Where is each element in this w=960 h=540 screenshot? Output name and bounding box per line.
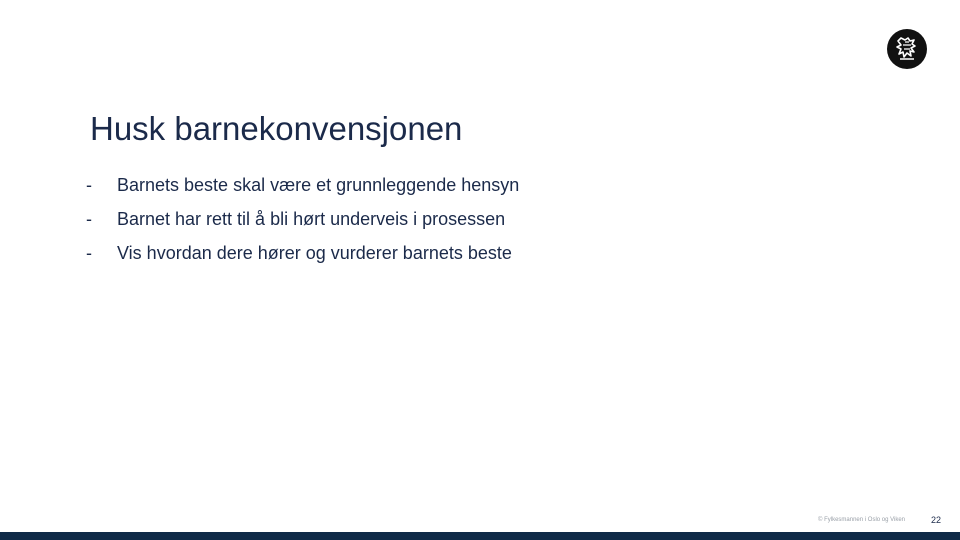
bullet-text: Barnets beste skal være et grunnleggende hensyn (117, 175, 520, 195)
bullet-text: Barnet har rett til å bli hørt underveis i prosessen (117, 209, 506, 229)
page-number: 22 (931, 515, 942, 525)
bullet-dash: - (86, 175, 92, 195)
bullet-dash: - (86, 243, 92, 263)
footer-copyright: © Fylkesmannen i Oslo og Viken (818, 517, 906, 523)
bullet-item (86, 209, 519, 243)
bullet-dash: - (86, 209, 92, 229)
slide-title: Husk barnekonvensjonen (90, 110, 463, 147)
bullet-item (86, 175, 519, 209)
bottom-bar (0, 532, 960, 540)
bullet-text: Vis hvordan dere hører og vurderer barnets beste (117, 243, 512, 263)
bullet-list (86, 175, 519, 277)
bullet-item (86, 243, 519, 277)
coat-of-arms-icon (887, 29, 927, 69)
